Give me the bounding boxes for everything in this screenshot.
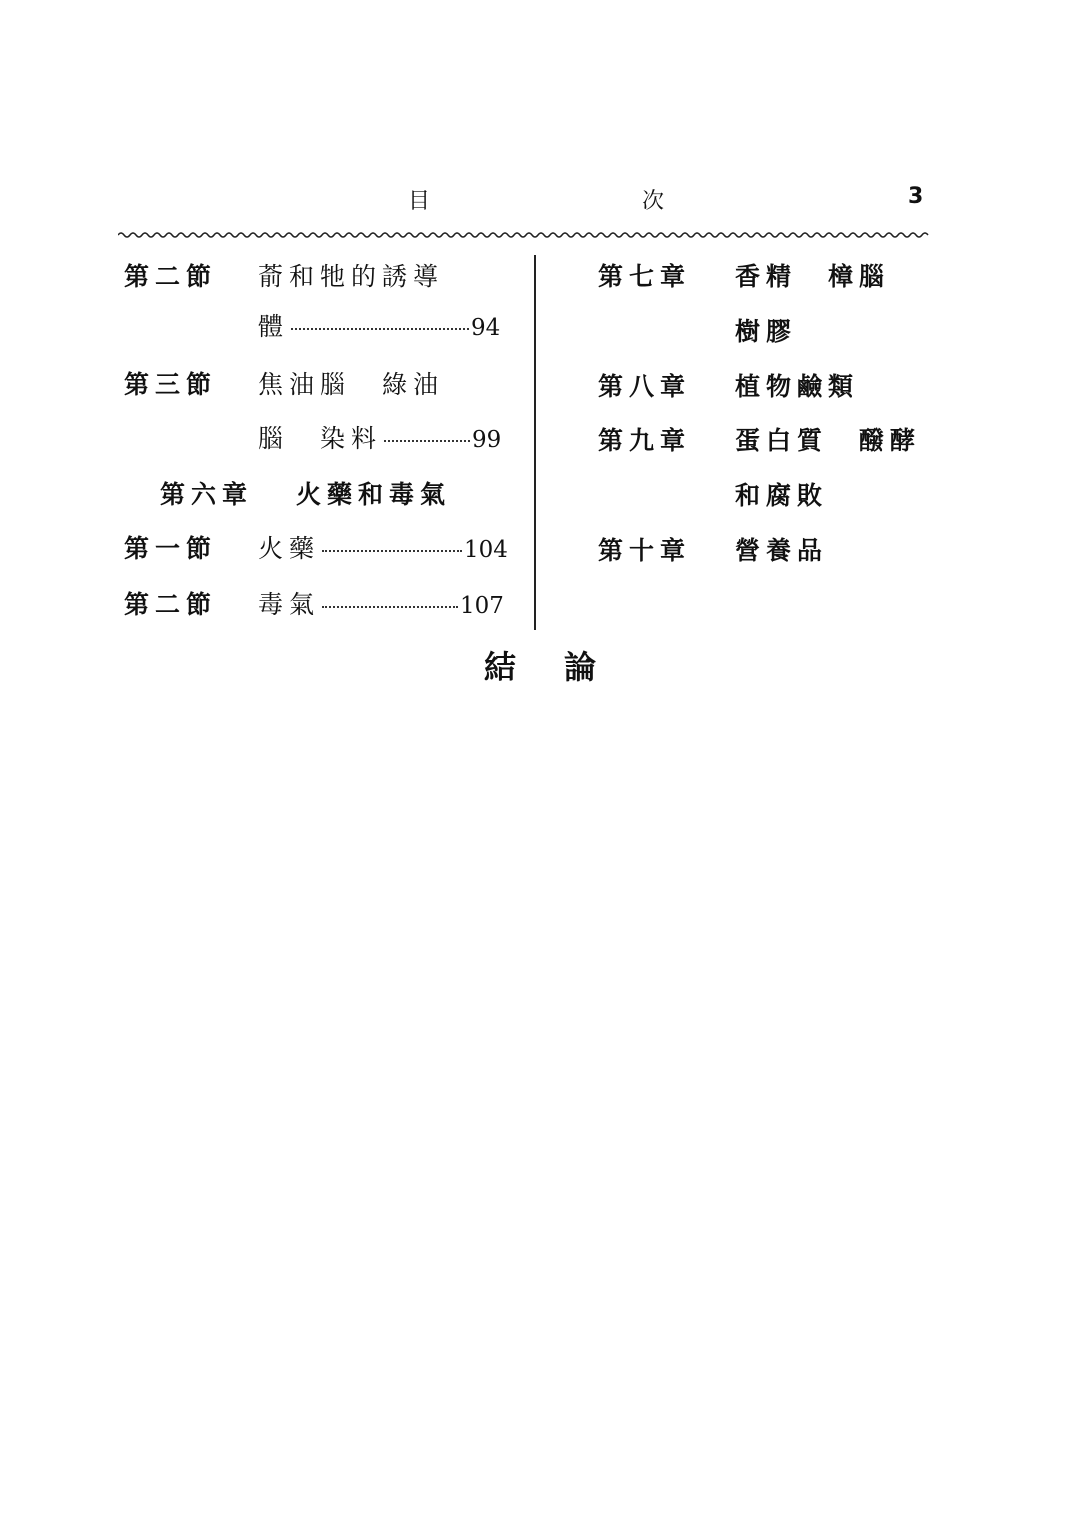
chapter-title: 營養品	[735, 536, 829, 565]
page-ref: 99	[472, 427, 502, 453]
chapter-label: 第七章	[598, 262, 692, 291]
leader-dots	[291, 328, 469, 330]
page-number: 3	[908, 184, 924, 209]
section-label: 第三節	[124, 370, 218, 399]
chapter-title: 火藥和毒氣	[296, 480, 452, 509]
section-title-cont: 體	[258, 312, 290, 341]
leader-dots	[322, 606, 458, 608]
section-entry[interactable]	[258, 590, 504, 621]
section-entry[interactable]	[258, 534, 508, 565]
conclusion-heading: 結 論	[484, 648, 605, 686]
chapter-label: 第十章	[598, 536, 692, 565]
wavy-rule	[118, 228, 933, 242]
chapter-title-cont: 和腐敗	[735, 481, 829, 510]
section-entry[interactable]	[258, 424, 501, 455]
header-right: 次	[642, 189, 665, 214]
section-title-cont: 腦 染料	[258, 424, 383, 453]
page-ref: 107	[460, 593, 504, 619]
page-ref: 104	[464, 537, 508, 563]
section-entry[interactable]	[258, 312, 500, 343]
chapter-label: 第八章	[598, 372, 692, 401]
column-divider	[534, 255, 536, 630]
header-left: 目	[408, 189, 431, 214]
section-title: 萮和牠的誘導	[258, 262, 445, 291]
section-title: 火藥	[258, 534, 321, 563]
chapter-title-cont: 樹膠	[735, 317, 798, 346]
chapter-title: 植物鹼類	[735, 372, 860, 401]
section-title: 焦油腦 綠油	[258, 370, 445, 399]
section-title: 毒氣	[258, 590, 321, 619]
leader-dots	[322, 550, 462, 552]
chapter-label: 第九章	[598, 426, 692, 455]
chapter-title: 香精 樟腦	[735, 262, 891, 291]
section-label: 第二節	[124, 262, 218, 291]
section-label: 第二節	[124, 590, 218, 619]
chapter-label: 第六章	[160, 480, 254, 509]
chapter-title: 蛋白質 醱酵	[735, 426, 922, 455]
section-label: 第一節	[124, 534, 218, 563]
leader-dots	[384, 440, 470, 442]
page-ref: 94	[471, 315, 501, 341]
